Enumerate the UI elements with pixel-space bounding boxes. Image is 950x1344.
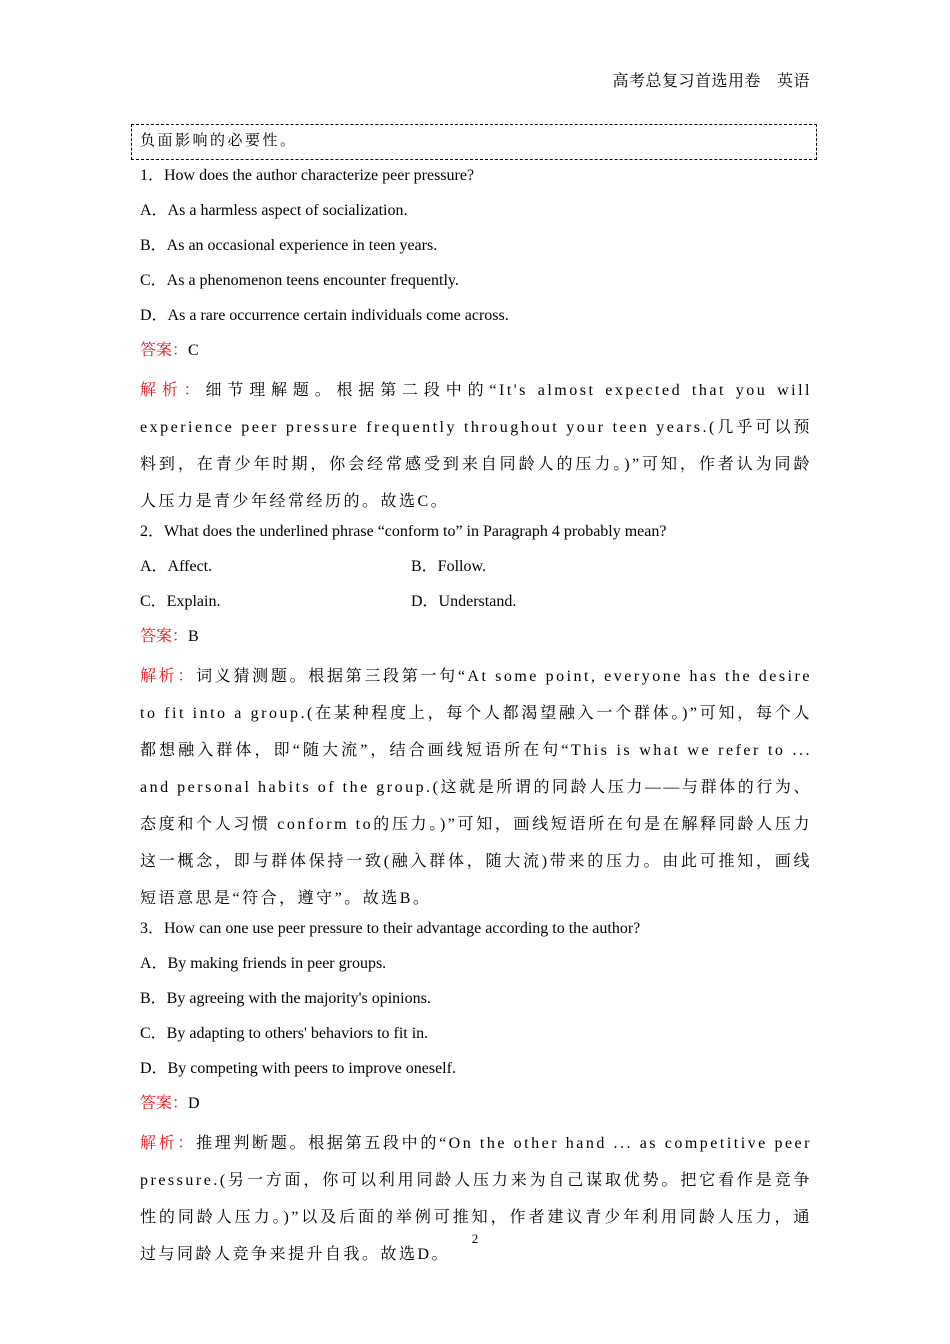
question-text: 1．How does the author characterize peer pressure?	[140, 167, 475, 184]
answer-label: 答案：	[140, 1095, 189, 1112]
options-row	[140, 553, 812, 588]
question-text: 3．How can one use peer pressure to their advantage according to the author?	[140, 920, 641, 937]
option-a: A．By making friends in peer groups.	[140, 955, 387, 972]
header-subject: 英语	[776, 73, 810, 90]
answer-label: 答案：	[140, 628, 189, 645]
analysis-label: 解析：	[140, 382, 206, 399]
option-b: B．As an occasional experience in teen years.	[140, 237, 438, 254]
header-title: 高考总复习首选用卷	[612, 73, 761, 90]
analysis-label: 解析：	[140, 668, 197, 685]
answer-line	[140, 623, 812, 658]
answer-line	[140, 337, 812, 372]
analysis-text: 细节理解题。根据第二段中的“It's almost expected that you will experience peer pressure frequently throughout your teen years.(几乎可以预料到，在青少年时期，你会经常感受到来自同龄人的压力。)”可知，作者认为同龄人压力是青少年经常经历的。故选C。	[140, 382, 812, 510]
option-c: C．Explain.	[140, 593, 221, 610]
option-b: B．By agreeing with the majority's opinions.	[140, 990, 431, 1007]
option-a: A．As a harmless aspect of socialization.	[140, 202, 408, 219]
page-header	[612, 68, 810, 91]
answer-line	[140, 1090, 812, 1125]
page-number: 2	[471, 1231, 479, 1246]
answer-value: D	[188, 1095, 200, 1112]
analysis-paragraph	[140, 372, 812, 520]
analysis-text: 词义猜测题。根据第三段第一句“At some point, everyone has the desire to fit into a group.(在某种程度上，每个人都渴望融入一个群体。)”可知，每个人都想融入群体，即“随大流”，结合画线短语所在句“This is what we refer to ... and personal habits of the group.(这就是所谓的同龄人压力——与群体的行为、态度和个人习惯 conform to的压力。)”可知，画线短语所在句是在解释同龄人压力这一概念，即与群体保持一致(融入群体，随大流)带来的压力。由此可推知，画线短语意思是“符合，遵守”。故选B。	[140, 668, 812, 907]
question-1	[140, 162, 812, 520]
option-d: D．By competing with peers to improve oneself.	[140, 1060, 456, 1077]
option-c: C．As a phenomenon teens encounter frequently.	[140, 272, 459, 289]
analysis-label: 解析：	[140, 1135, 197, 1152]
answer-value: B	[188, 628, 199, 645]
answer-value: C	[188, 342, 199, 359]
question-3	[140, 915, 812, 1273]
option-c: C．By adapting to others' behaviors to fit in.	[140, 1025, 429, 1042]
question-text: 2．What does the underlined phrase “conform to” in Paragraph 4 probably mean?	[140, 523, 667, 540]
question-2	[140, 518, 812, 917]
analysis-paragraph	[140, 658, 812, 917]
option-b: B．Follow.	[411, 558, 486, 575]
analysis-paragraph	[140, 1125, 812, 1273]
main-content	[140, 162, 812, 1271]
option-d: D．As a rare occurrence certain individuals come across.	[140, 307, 509, 324]
analysis-text: 推理判断题。根据第五段中的“On the other hand ... as competitive peer pressure.(另一方面，你可以利用同龄人压力来为自己谋取优势。把它看作是竞争性的同龄人压力。)”以及后面的举例可推知，作者建议青少年利用同龄人压力，通过与同龄人竞争来提升自我。故选D。	[140, 1135, 812, 1263]
options-row	[140, 588, 812, 623]
option-a: A．Affect.	[140, 558, 213, 575]
boxed-note: 负面影响的必要性。	[131, 124, 817, 160]
answer-label: 答案：	[140, 342, 189, 359]
option-d: D．Understand.	[411, 593, 517, 610]
